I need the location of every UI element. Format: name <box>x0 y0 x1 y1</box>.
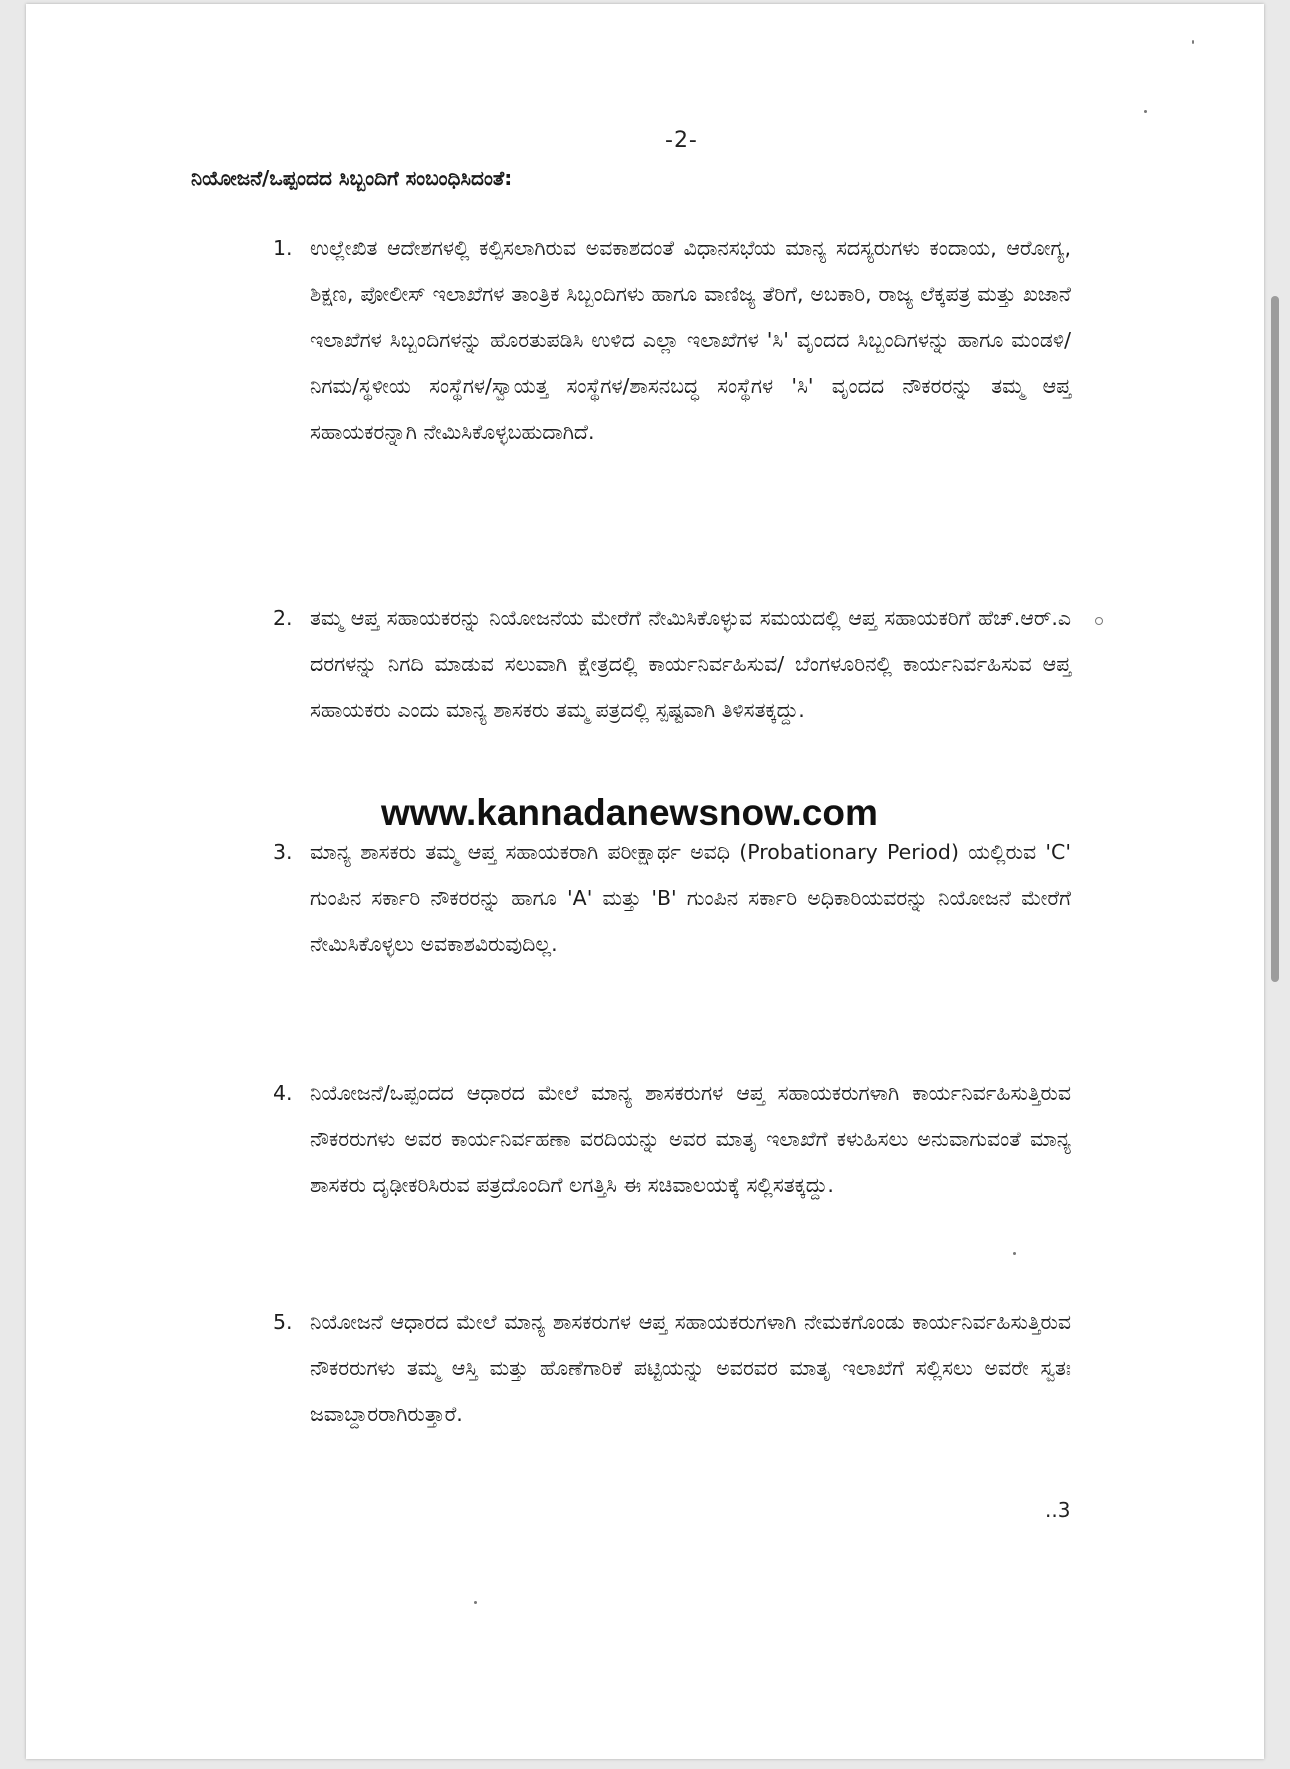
item-text: ತಮ್ಮ ಆಪ್ತ ಸಹಾಯಕರನ್ನು ನಿಯೋಜನೆಯ ಮೇರೆಗೆ ನೇಮಿಸಿಕೊಳ್ಳುವ ಸಮಯದಲ್ಲಿ ಆಪ್ತ ಸಹಾಯಕರಿಗೆ ಹೆಚ್.ಆರ್.ಎ ದರಗಳನ್ನು ನಿಗದಿ ಮಾಡುವ ಸಲುವಾಗಿ ಕ್ಷೇತ್ರದಲ್ಲಿ ಕಾರ್ಯನಿರ್ವಹಿಸುವ/ ಬೆಂಗಳೂರಿನಲ್ಲಿ ಕಾರ್ಯನಿರ್ವಹಿಸುವ ಆಪ್ತ ಸಹಾಯಕರು ಎಂದು ಮಾನ್ಯ ಶಾಸಕರು ತಮ್ಮ ಪತ್ರದಲ್ಲಿ ಸ್ಪಷ್ಟವಾಗಿ ತಿಳಿಸತಕ್ಕದ್ದು. <box>310 606 1071 722</box>
item-number: 4. <box>273 1081 293 1105</box>
scan-speck <box>1192 40 1194 44</box>
item-text: ಉಲ್ಲೇಖಿತ ಆದೇಶಗಳಲ್ಲಿ ಕಲ್ಪಿಸಲಾಗಿರುವ ಅವಕಾಶದಂತೆ ವಿಧಾನಸಭೆಯ ಮಾನ್ಯ ಸದಸ್ಯರುಗಳು ಕಂದಾಯ, ಆರೋಗ್ಯ, ಶಿಕ್ಷಣ, ಪೋಲೀಸ್ ಇಲಾಖೆಗಳ ತಾಂತ್ರಿಕ ಸಿಬ್ಬಂದಿಗಳು ಹಾಗೂ ವಾಣಿಜ್ಯ ತೆರಿಗೆ, ಅಬಕಾರಿ, ರಾಜ್ಯ ಲೆಕ್ಕಪತ್ರ ಮತ್ತು ಖಜಾನೆ ಇಲಾಖೆಗಳ ಸಿಬ್ಬಂದಿಗಳನ್ನು ಹೊರತುಪಡಿಸಿ ಉಳಿದ ಎಲ್ಲಾ ಇಲಾಖೆಗಳ 'ಸಿ' ವೃಂದದ ಸಿಬ್ಬಂದಿಗಳನ್ನು ಹಾಗೂ ಮಂಡಳಿ/ನಿಗಮ/ಸ್ಥಳೀಯ ಸಂಸ್ಥೆಗಳ/ಸ್ವಾಯತ್ತ ಸಂಸ್ಥೆಗಳ/ಶಾಸನಬದ್ಧ ಸಂಸ್ಥೆಗಳ 'ಸಿ' ವೃಂದದ ನೌಕರರನ್ನು ತಮ್ಮ ಆಪ್ತ ಸಹಾಯಕರನ್ನಾಗಿ ನೇಮಿಸಿಕೊಳ್ಳಬಹುದಾಗಿದೆ. <box>310 236 1071 444</box>
list-item-5 <box>273 1310 1071 1437</box>
section-heading: ನಿಯೋಜನೆ/ಒಪ್ಪಂದದ ಸಿಬ್ಬಂದಿಗೆ ಸಂಬಂಧಿಸಿದಂತೆ: <box>191 166 513 190</box>
list-item-4 <box>273 1081 1071 1208</box>
scan-speck <box>1095 617 1103 625</box>
list-item-2 <box>273 606 1071 733</box>
continuation-marker: ..3 <box>1045 1498 1071 1522</box>
item-number: 2. <box>273 606 293 630</box>
watermark-url: www.kannadanewsnow.com <box>381 792 878 833</box>
item-text: ನಿಯೋಜನೆ/ಒಪ್ಪಂದದ ಆಧಾರದ ಮೇಲೆ ಮಾನ್ಯ ಶಾಸಕರುಗಳ ಆಪ್ತ ಸಹಾಯಕರುಗಳಾಗಿ ಕಾರ್ಯನಿರ್ವಹಿಸುತ್ತಿರುವ ನೌಕರರುಗಳು ಅವರ ಕಾರ್ಯನಿರ್ವಹಣಾ ವರದಿಯನ್ನು ಅವರ ಮಾತೃ ಇಲಾಖೆಗೆ ಕಳುಹಿಸಲು ಅನುವಾಗುವಂತೆ ಮಾನ್ಯ ಶಾಸಕರು ದೃಢೀಕರಿಸಿರುವ ಪತ್ರದೊಂದಿಗೆ ಲಗತ್ತಿಸಿ ಈ ಸಚಿವಾಲಯಕ್ಕೆ ಸಲ್ಲಿಸತಕ್ಕದ್ದು. <box>310 1081 1071 1197</box>
item-number: 3. <box>273 840 293 864</box>
item-number: 1. <box>273 236 293 260</box>
scan-speck <box>1144 110 1147 113</box>
item-text: ಮಾನ್ಯ ಶಾಸಕರು ತಮ್ಮ ಆಪ್ತ ಸಹಾಯಕರಾಗಿ ಪರೀಕ್ಷಾರ್ಥ ಅವಧಿ (Probationary Period) ಯಲ್ಲಿರುವ 'C' ಗುಂಪಿನ ಸರ್ಕಾರಿ ನೌಕರರನ್ನು ಹಾಗೂ 'A' ಮತ್ತು 'B' ಗುಂಪಿನ ಸರ್ಕಾರಿ ಅಧಿಕಾರಿಯವರನ್ನು ನಿಯೋಜನೆ ಮೇರೆಗೆ ನೇಮಿಸಿಕೊಳ್ಳಲು ಅವಕಾಶವಿರುವುದಿಲ್ಲ. <box>310 840 1071 956</box>
scan-speck <box>474 1601 477 1604</box>
item-number: 5. <box>273 1310 293 1334</box>
list-item-1 <box>273 236 1071 455</box>
list-item-3 <box>273 840 1071 967</box>
item-text: ನಿಯೋಜನೆ ಆಧಾರದ ಮೇಲೆ ಮಾನ್ಯ ಶಾಸಕರುಗಳ ಆಪ್ತ ಸಹಾಯಕರುಗಳಾಗಿ ನೇಮಕಗೊಂಡು ಕಾರ್ಯನಿರ್ವಹಿಸುತ್ತಿರುವ ನೌಕರರುಗಳು ತಮ್ಮ ಆಸ್ತಿ ಮತ್ತು ಹೊಣೆಗಾರಿಕೆ ಪಟ್ಟಿಯನ್ನು ಅವರವರ ಮಾತೃ ಇಲಾಖೆಗೆ ಸಲ್ಲಿಸಲು ಅವರೇ ಸ್ವತಃ ಜವಾಬ್ದಾರರಾಗಿರುತ್ತಾರೆ. <box>310 1310 1071 1426</box>
page-number: -2- <box>665 128 698 153</box>
scan-speck <box>1013 1252 1016 1255</box>
scrollbar[interactable] <box>1271 296 1279 982</box>
